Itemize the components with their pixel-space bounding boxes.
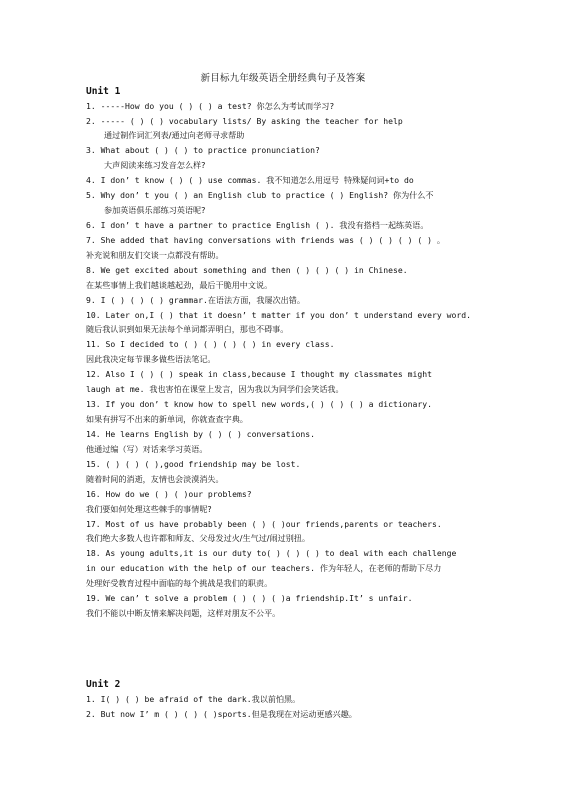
unit2-line: 1. I( ) ( ) be afraid of the dark.我以前怕黑。 xyxy=(86,694,301,704)
unit1-line: 如果有拼写不出来的新单词，你就查查字典。 xyxy=(86,414,248,424)
unit1-line: 大声阅读来练习发音怎么样? xyxy=(104,160,206,170)
unit2-line: 2. But now I’ m ( ) ( ) ( )sports.但是我现在对运动更感兴趣。 xyxy=(86,709,357,719)
unit1-line: 他通过编（写）对话来学习英语。 xyxy=(86,444,208,454)
unit1-line: 15. ( ) ( ) ( ),good friendship may be lost. xyxy=(86,459,301,469)
unit1-line: 处理好受教育过程中面临的每个挑战是我们的职责。 xyxy=(86,578,273,588)
unit1-line: 我们绝大多数人也许都和师友、父母发过火/生气过/闹过别扭。 xyxy=(86,533,310,543)
unit1-line: 我们要如何处理这些棘手的事情呢? xyxy=(86,504,212,514)
unit1-line: laugh at me. 我也害怕在课堂上发言，因为我以为同学们会笑话我。 xyxy=(86,384,344,394)
unit1-line: 12. Also I ( ) ( ) speak in class,because I thought my classmates might xyxy=(86,369,432,379)
unit1-line: 通过制作词汇列表/通过向老师寻求帮助 xyxy=(104,130,245,140)
unit1-heading: Unit 1 xyxy=(86,86,121,97)
unit1-line: 随后我认识到如果无法每个单词都弄明白，那也不碍事。 xyxy=(86,324,289,334)
unit1-line: 在某些事情上我们越谈越起劲，最后干脆用中文说。 xyxy=(86,280,273,290)
unit1-line: 19. We can’ t solve a problem ( ) ( ) ( )a friendship.It’ s unfair. xyxy=(86,593,413,603)
unit1-line: 10. Later on,I ( ) that it doesn’ t matter if you don’ t understand every word. xyxy=(86,310,471,320)
unit2-heading: Unit 2 xyxy=(86,679,121,690)
unit1-line: 6. I don’ t have a partner to practice English ( ). 我没有搭档一起练英语。 xyxy=(86,220,429,230)
unit1-line: 随着时间的消逝，友情也会淡漠消失。 xyxy=(86,474,224,484)
unit1-line: 1. -----How do you ( ) ( ) a test? 你怎么为考试而学习? xyxy=(86,101,335,111)
unit1-line: 14. He learns English by ( ) ( ) conversations. xyxy=(86,429,316,439)
unit1-line: 5. Why don’ t you ( ) an English club to practice ( ) English? 你为什么不 xyxy=(86,190,434,200)
unit1-line: 7. She added that having conversations with friends was ( ) ( ) ( ) ( ) 。 xyxy=(86,235,445,245)
unit1-line: 4. I don’ t know ( ) ( ) use commas. 我不知道怎么用逗号 特殊疑问词+to do xyxy=(86,175,414,185)
unit1-line: 2. ----- ( ) ( ) vocabulary lists/ By asking the teacher for help xyxy=(86,116,403,126)
unit1-line: 17. Most of us have probably been ( ) ( )our friends,parents or teachers. xyxy=(86,519,442,529)
unit1-line: 9. I ( ) ( ) ( ) grammar.在语法方面，我屡次出错。 xyxy=(86,295,305,305)
unit1-line: 补充说和朋友们交谈一点都没有帮助。 xyxy=(86,250,224,260)
unit1-line: in our education with the help of our teachers. 作为年轻人，在老师的帮助下尽力 xyxy=(86,563,442,573)
unit1-line: 3. What about ( ) ( ) to practice pronunciation? xyxy=(86,145,320,155)
unit1-line: 11. So I decided to ( ) ( ) ( ) ( ) in every class. xyxy=(86,339,335,349)
document-title: 新目标九年级英语全册经典句子及答案 xyxy=(200,73,366,84)
unit1-line: 18. As young adults,it is our duty to( ) ( ) ( ) to deal with each challenge xyxy=(86,548,457,558)
unit1-line: 因此我决定每节课多做些语法笔记。 xyxy=(86,354,216,364)
unit1-line: 参加英语俱乐部练习英语呢? xyxy=(104,205,206,215)
unit1-line: 13. If you don’ t know how to spell new words,( ) ( ) ( ) a dictionary. xyxy=(86,399,432,409)
unit1-line: 8. We get excited about something and then ( ) ( ) ( ) in Chinese. xyxy=(86,265,408,275)
unit1-line: 16. How do we ( ) ( )our problems? xyxy=(86,489,252,499)
unit1-line: 我们不能以中断友情来解决问题，这样对朋友不公平。 xyxy=(86,608,281,618)
